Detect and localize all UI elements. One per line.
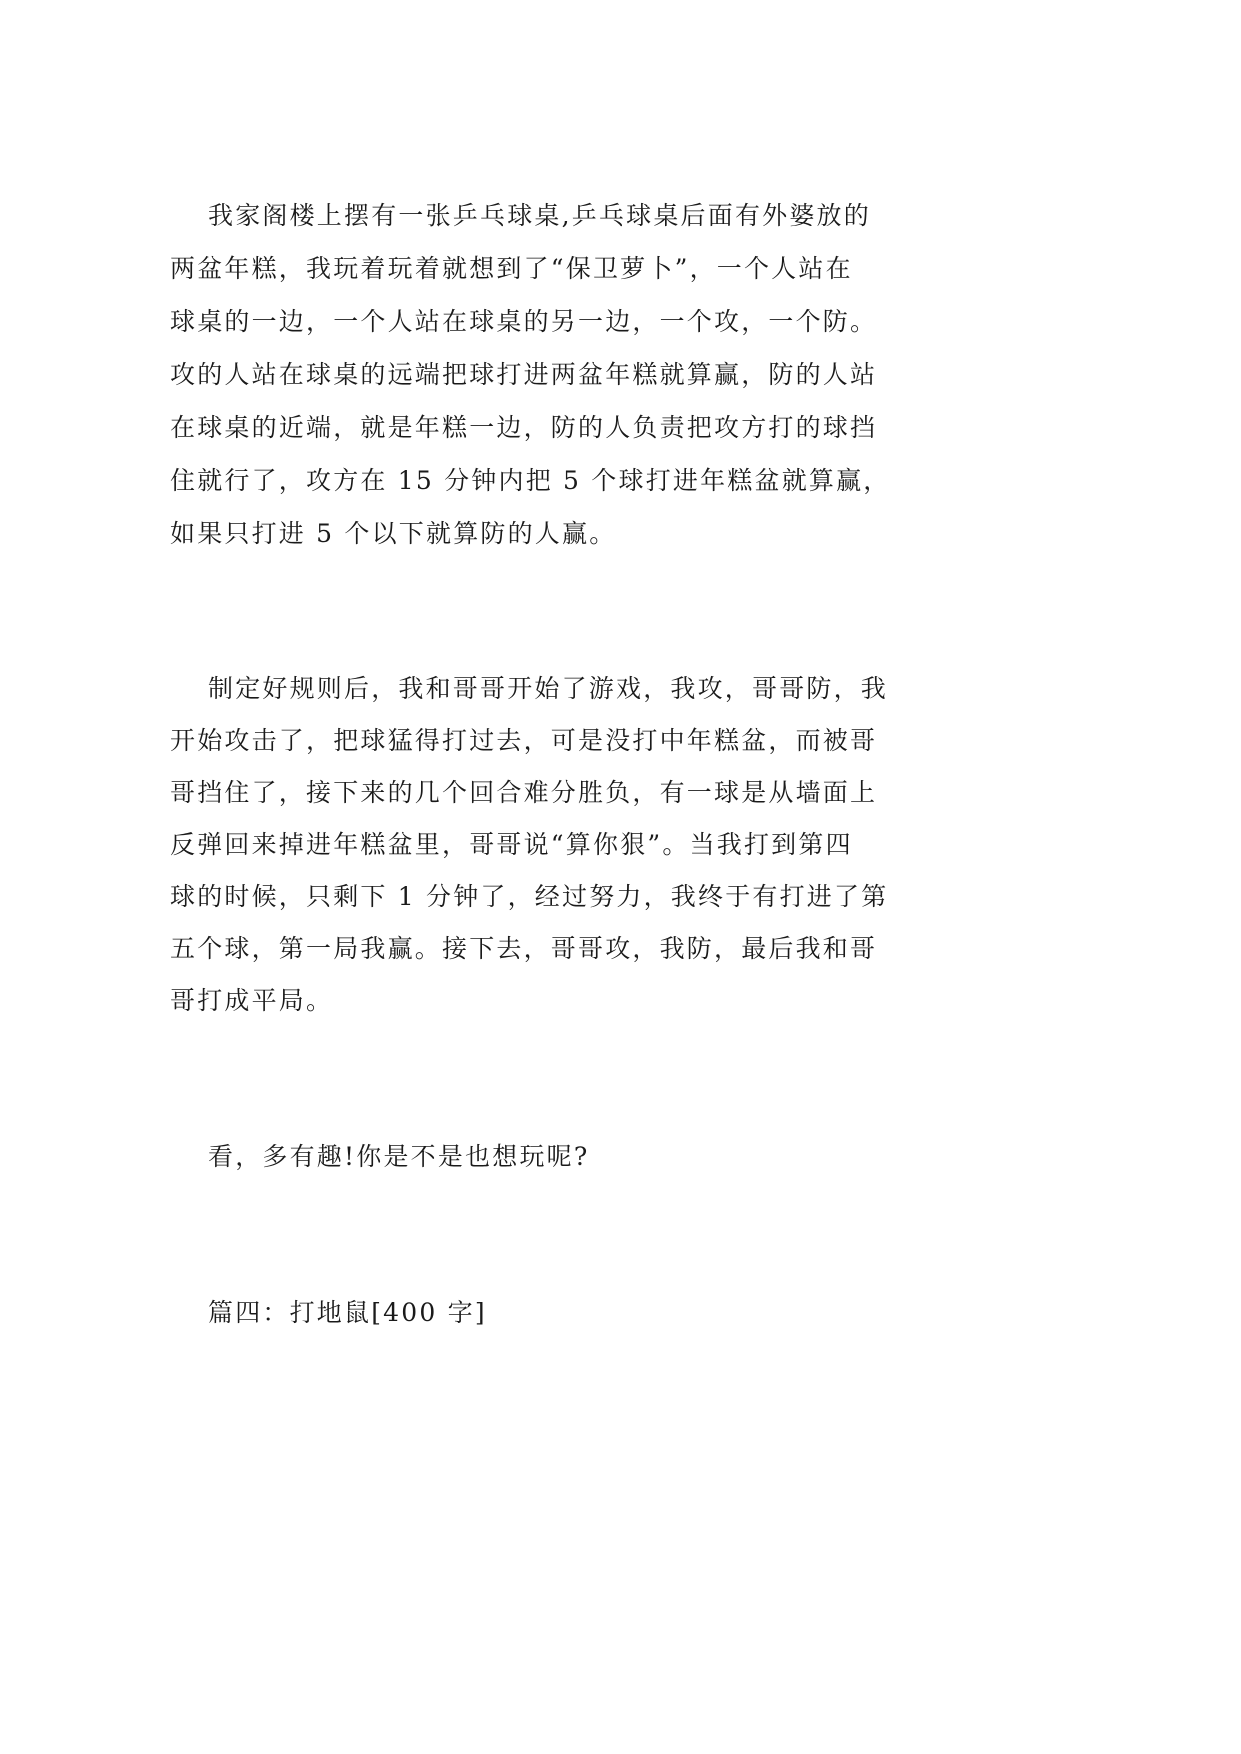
section-heading: 篇四：打地鼠[400 字] [208,1298,487,1327]
paragraph-1-line-6: 住就行了，攻方在 15 分钟内把 5 个球打进年糕盆就算赢， [170,466,891,495]
paragraph-2-line-4: 反弹回来掉进年糕盆里，哥哥说“算你狠”。当我打到第四 [170,830,853,859]
paragraph-3-line-1: 看，多有趣!你是不是也想玩呢? [208,1142,590,1171]
paragraph-1-line-1: 我家阁楼上摆有一张乒乓球桌,乒乓球桌后面有外婆放的 [208,201,871,230]
paragraph-2-line-7: 哥打成平局。 [170,986,334,1015]
paragraph-2-line-5: 球的时候，只剩下 1 分钟了，经过努力，我终于有打进了第 [170,882,889,911]
paragraph-1-line-3: 球桌的一边，一个人站在球桌的另一边，一个攻，一个防。 [170,307,878,336]
paragraph-1-line-2: 两盆年糕，我玩着玩着就想到了“保卫萝卜”，一个人站在 [170,254,853,283]
paragraph-2-line-6: 五个球，第一局我赢。接下去，哥哥攻，我防，最后我和哥 [170,934,878,963]
paragraph-2-line-1: 制定好规则后，我和哥哥开始了游戏，我攻，哥哥防，我 [208,674,889,703]
paragraph-1-line-5: 在球桌的近端，就是年糕一边，防的人负责把攻方打的球挡 [170,413,878,442]
paragraph-1-line-7: 如果只打进 5 个以下就算防的人赢。 [170,519,617,548]
paragraph-1-line-4: 攻的人站在球桌的远端把球打进两盆年糕就算赢，防的人站 [170,360,878,389]
paragraph-2-line-3: 哥挡住了，接下来的几个回合难分胜负，有一球是从墙面上 [170,778,878,807]
paragraph-2-line-2: 开始攻击了，把球猛得打过去，可是没打中年糕盆，而被哥 [170,726,878,755]
